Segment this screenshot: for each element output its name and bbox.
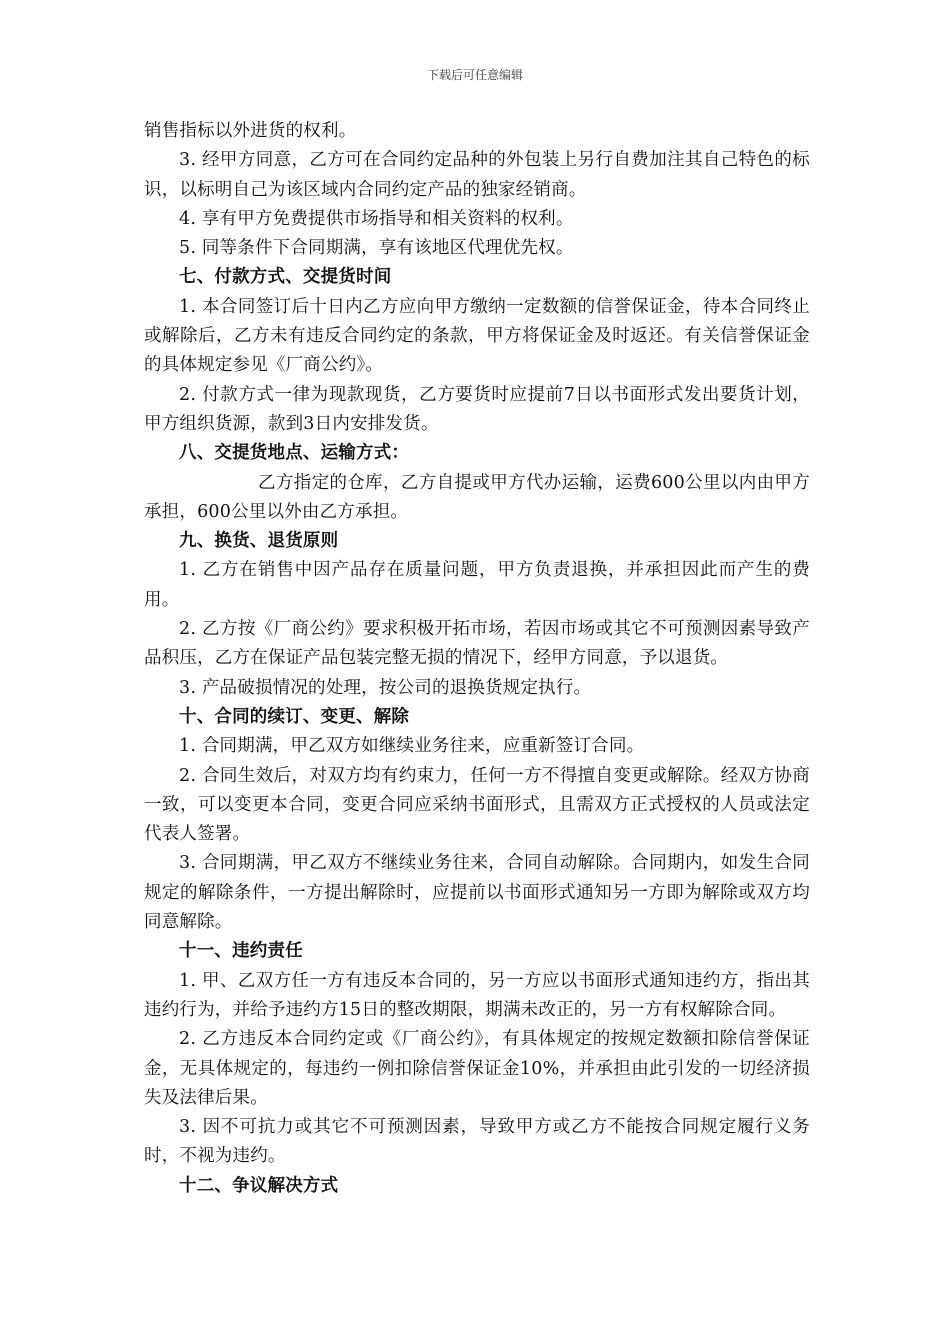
paragraph: 2. 合同生效后，对双方均有约束力，任何一方不得擅自变更或解除。经双方协商一致，可以变更本合同，变更合同应采纳书面形式，且需双方正式授权的人员或法定代表人签署。 [144,765,810,845]
paragraph: 1. 乙方在销售中因产品存在质量问题，甲方负责退换，并承担因此而产生的费用。 [144,560,810,610]
paragraph: 2. 乙方违反本合同约定或《厂商公约》，有具体规定的按规定数额扣除信誉保证金，无具体规定的，每违约一例扣除信誉保证金10%，并承担由此引发的一切经济损失及法律后果。 [144,1029,810,1108]
paragraph: 3. 合同期满，甲乙双方不继续业务往来，合同自动解除。合同期内，如发生合同规定的解除条件，一方提出解除时，应提前以书面形式通知另一方即为解除或双方均同意解除。 [144,853,810,933]
paragraph: 5. 同等条件下合同期满，享有该地区代理优先权。 [179,238,574,259]
document-body [144,117,810,1201]
section-heading: 十二、争议解决方式 [179,1175,339,1196]
page-header: 下载后可任意编辑 [426,68,523,82]
paragraph: 1. 甲、乙双方任一方有违反本合同的，另一方应以书面形式通知违约方，指出其违约行为，并给予违约方15日的整改期限，期满未改正的，另一方有权解除合同。 [144,970,810,1020]
paragraph: 3. 经甲方同意，乙方可在合同约定品种的外包装上另行自费加注其自己特色的标识，以标明自己为该区域内合同约定产品的独家经销商。 [144,150,810,200]
paragraph: 4. 享有甲方免费提供市场指导和相关资料的权利。 [179,208,574,229]
paragraph: 2. 乙方按《厂商公约》要求积极开拓市场，若因市场或其它不可预测因素导致产品积压，乙方在保证产品包装完整无损的情况下，经甲方同意，予以退货。 [144,619,810,669]
paragraph: 销售指标以外进货的权利。 [144,121,357,141]
paragraph: 3. 因不可抗力或其它不可预测因素，导致甲方或乙方不能按合同规定履行义务时，不视为违约。 [144,1117,810,1167]
section-heading: 九、换货、退货原则 [179,531,339,552]
section-heading: 七、付款方式、交提货时间 [179,267,392,288]
paragraph: 乙方指定的仓库，乙方自提或甲方代办运输，运费600公里以内由甲方承担，600公里以外由乙方承担。 [144,472,810,522]
paragraph: 1. 合同期满，甲乙双方如继续业务往来，应重新签订合同。 [179,736,645,757]
paragraph: 2. 付款方式一律为现款现货，乙方要货时应提前7日以书面形式发出要货计划，甲方组织货源，款到3日内安排发货。 [144,384,810,434]
section-heading: 十一、违约责任 [179,941,303,962]
section-heading: 八、交提货地点、运输方式： [179,443,410,464]
paragraph: 1. 本合同签订后十日内乙方应向甲方缴纳一定数额的信誉保证金，待本合同终止或解除后，乙方未有违反合同约定的条款，甲方将保证金及时返还。有关信誉保证金的具体规定参见《厂商公约》。 [144,296,810,376]
section-heading: 十、合同的续订、变更、解除 [179,706,410,727]
paragraph: 3. 产品破损情况的处理，按公司的退换货规定执行。 [179,677,592,698]
